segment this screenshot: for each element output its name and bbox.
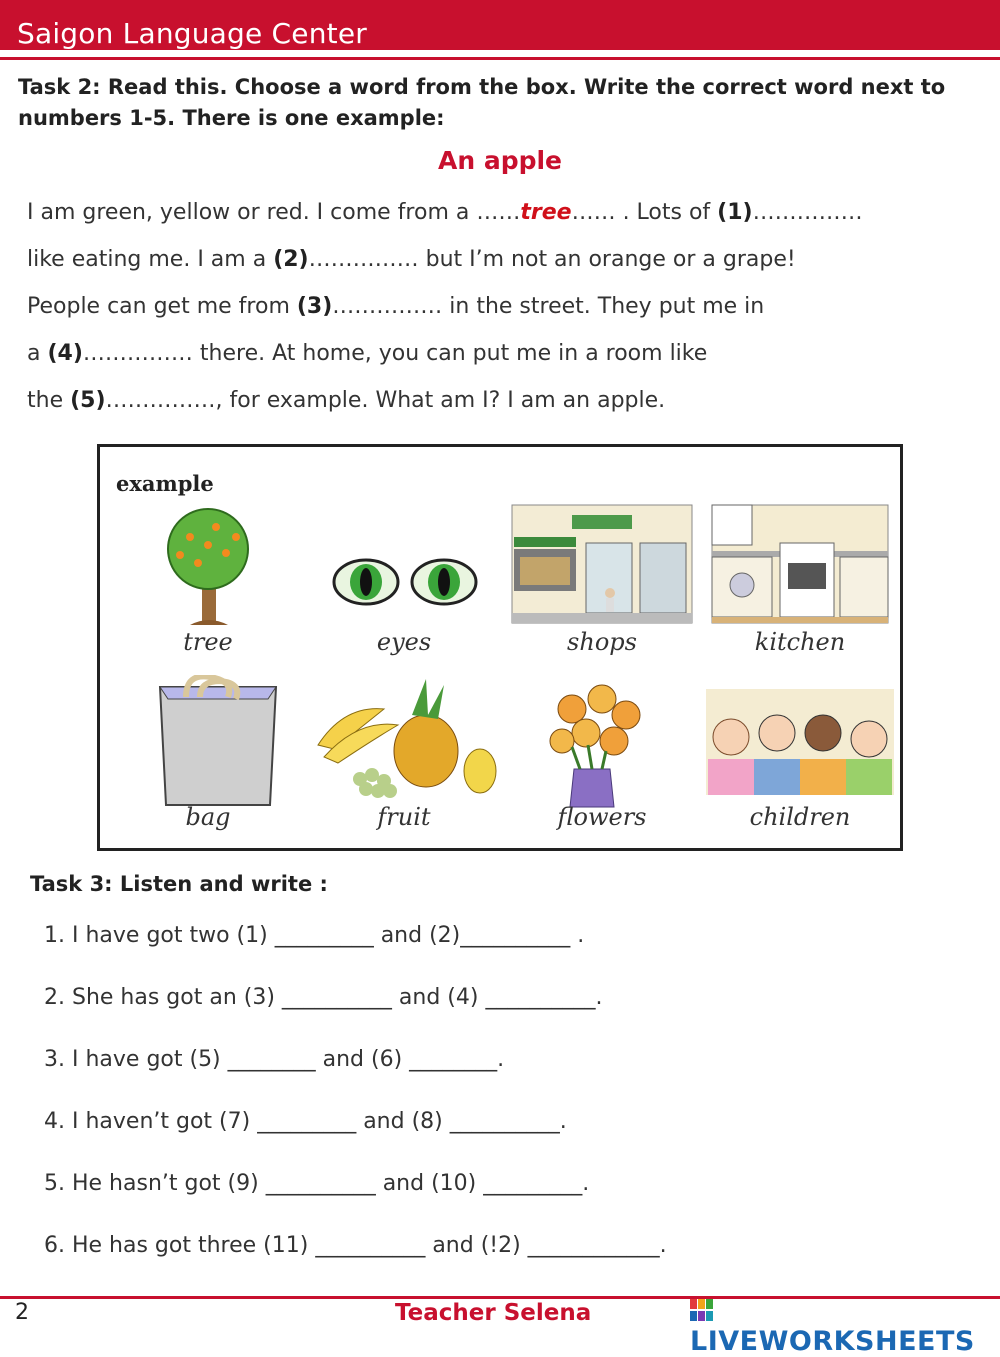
word-children: children <box>749 803 851 831</box>
bag-icon <box>108 675 308 815</box>
word-eyes: eyes <box>376 628 432 656</box>
blank-number-4: (4) <box>47 341 83 366</box>
word-kitchen: kitchen <box>754 628 846 656</box>
task2-instruction: Task 2: Read this. Choose a word from the box. Write the correct word next to numbers 1-5. There is one example: <box>18 75 946 130</box>
flowers-icon <box>502 675 702 815</box>
children-icon <box>700 675 900 815</box>
story-line-5 <box>27 384 987 431</box>
story-line-1 <box>27 196 987 243</box>
word-card-eyes <box>304 497 504 677</box>
blank-number-5: (5) <box>70 388 106 413</box>
sentence-4[interactable]: 4. I haven’t got (7) _________ and (8) __________. <box>44 1109 567 1134</box>
word-bag: bag <box>185 803 231 831</box>
blank-number-3: (3) <box>296 294 333 319</box>
tree-icon <box>108 497 308 637</box>
word-picture-box <box>97 444 903 851</box>
answer-blank-4[interactable]: …………… there. At home, you can put me in a room like <box>82 341 708 366</box>
example-label: example <box>116 471 214 496</box>
center-name: Saigon Language Center <box>17 17 367 50</box>
liveworksheets-icon <box>690 1299 714 1321</box>
word-card-shops <box>502 497 702 677</box>
listen-sentences <box>44 918 944 1290</box>
story-text-part: I am green, yellow or red. I come from a …… <box>27 200 521 225</box>
blank-number-1: (1) <box>717 200 753 225</box>
word-card-fruit <box>304 675 504 855</box>
answer-blank-5[interactable]: ……………, for example. What am I? I am an apple. <box>105 388 666 413</box>
blank-number-2: (2) <box>273 247 309 272</box>
task3-instruction: Task 3: Listen and write : <box>30 872 328 896</box>
story-line-2 <box>27 243 987 290</box>
word-card-children <box>700 675 900 855</box>
story-text-part: a <box>27 341 48 366</box>
liveworksheets-text: LIVEWORKSHEETS <box>690 1326 975 1357</box>
word-fruit: fruit <box>377 803 431 831</box>
word-card-bag <box>108 675 308 855</box>
liveworksheets-logo[interactable] <box>690 1295 1000 1357</box>
example-answer: tree <box>520 200 572 225</box>
sentence-1[interactable]: 1. I have got two (1) _________ and (2)__________ . <box>44 923 585 948</box>
word-flowers: flowers <box>557 803 647 831</box>
word-shops: shops <box>567 628 637 656</box>
word-card-kitchen <box>700 497 900 677</box>
sentence-5[interactable]: 5. He hasn’t got (9) __________ and (10) _________. <box>44 1171 590 1196</box>
story-title: An apple <box>437 146 563 175</box>
fruit-icon <box>304 675 504 815</box>
story-text-part: People can get me from <box>27 294 297 319</box>
sentence-6[interactable]: 6. He has got three (11) __________ and (!2) ____________. <box>44 1233 667 1258</box>
answer-blank-1[interactable]: …………… <box>752 200 863 225</box>
story-text <box>27 196 987 431</box>
sentence-3[interactable]: 3. I have got (5) ________ and (6) ________. <box>44 1047 505 1072</box>
word-tree: tree <box>183 628 233 656</box>
story-text-part: …… . Lots of <box>571 200 718 225</box>
teacher-name: Teacher Selena <box>395 1300 592 1326</box>
word-card-flowers <box>502 675 702 855</box>
sentence-2[interactable]: 2. She has got an (3) __________ and (4) __________. <box>44 985 603 1010</box>
story-line-4 <box>27 337 987 384</box>
story-text-part: like eating me. I am a <box>27 247 274 272</box>
answer-blank-3[interactable]: …………… in the street. They put me in <box>332 294 765 319</box>
answer-blank-2[interactable]: …………… but I’m not an orange or a grape! <box>308 247 796 272</box>
header-divider <box>0 57 1000 60</box>
story-line-3 <box>27 290 987 337</box>
story-text-part: the <box>27 388 71 413</box>
kitchen-icon <box>700 497 900 637</box>
header-bar <box>0 0 1000 50</box>
eyes-icon <box>304 497 504 637</box>
word-card-tree <box>108 497 308 677</box>
shops-icon <box>502 497 702 637</box>
page-number: 2 <box>15 1300 29 1325</box>
